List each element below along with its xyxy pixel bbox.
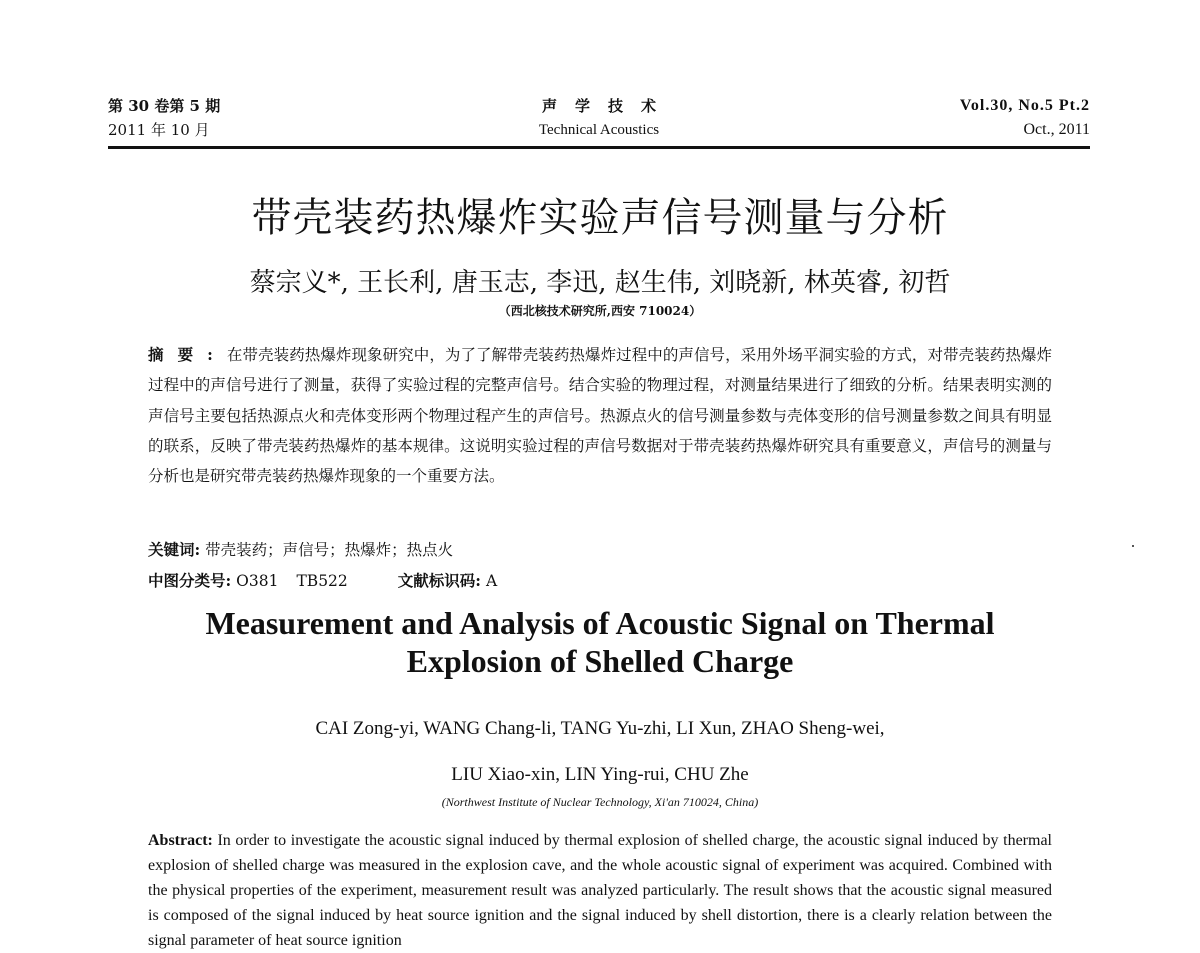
journal-name-en: Technical Acoustics <box>538 122 660 138</box>
title-en-line-2: Explosion of Shelled Charge <box>406 643 794 679</box>
title-en <box>0 604 1200 680</box>
header-rule <box>108 146 1090 149</box>
abstract-en <box>148 828 1052 953</box>
keywords-text: 带壳装药；声信号；热爆炸；热点火 <box>205 541 454 559</box>
authors-en-line-2: LIU Xiao-xin, LIN Ying-rui, CHU Zhe <box>451 764 749 785</box>
volume-line-en: Vol.30, No.5 Pt.2 <box>959 97 1090 114</box>
affiliation-en: (Northwest Institute of Nuclear Technology, Xi'an 710024, China) <box>441 795 759 809</box>
keywords-cn <box>148 538 453 562</box>
running-header <box>108 94 1090 144</box>
abstract-en-text: In order to investigate the acoustic signal induced by thermal explosion of shelled charge, the acoustic signal induced by thermal explosion of shelled charge was measured in the explosion cave, and the whole acoustic signal of experiment was acquired. Combined with the physical properties of the experiment, measurement result was analyzed particularly. The result shows that the acoustic signal measured is composed of the signal induced by heat source ignition and the signal induced by shell distortion, there is a clearly relation between the signal parameter of heat source ignition <box>148 832 1053 949</box>
title-cn: 带壳装药热爆炸实验声信号测量与分析 <box>251 195 949 241</box>
affiliation-cn: （西北核技术研究所,西安 710024） <box>498 304 702 318</box>
abstract-cn <box>148 340 1052 491</box>
abstract-cn-label: 摘要: <box>148 345 227 364</box>
abstract-cn-text: 在带壳装药热爆炸现象研究中，为了了解带壳装药热爆炸过程中的声信号，采用外场平洞实验的方式，对带壳装药热爆炸过程中的声信号进行了测量，获得了实验过程的完整声信号。结合实验的物理过程，对测量结果进行了细致的分析。结果表明实测的声信号主要包括热源点火和壳体变形两个物理过程产生的声信号。热源点火的信号测量参数与壳体变形的信号测量参数之间具有明显的联系，反映了带壳装药热爆炸的基本规律。这说明实验过程的声信号数据对于带壳装药热爆炸研究具有重要意义，声信号的测量与分析也是研究带壳装药热爆炸现象的一个重要方法。 <box>148 346 1052 486</box>
doc-code-label: 文献标识码: <box>397 571 482 590</box>
abstract-en-label: Abstract: <box>148 832 213 849</box>
journal-name <box>108 94 1090 142</box>
authors-en-line-1: CAI Zong-yi, WANG Chang-li, TANG Yu-zhi, LI Xun, ZHAO Sheng-wei, <box>315 718 885 739</box>
volume-line: 第 30 卷第 5 期 <box>108 97 221 115</box>
clc-value-2: TB522 <box>296 572 348 590</box>
journal-name-cn: 声学技术 <box>541 97 674 115</box>
classification-line <box>148 569 497 593</box>
clc-value-1: O381 <box>236 572 279 590</box>
volume-issue-en <box>960 94 1090 142</box>
title-en-line-1: Measurement and Analysis of Acoustic Signal on Thermal <box>205 605 995 641</box>
authors-en <box>0 706 1200 798</box>
date-line-en: Oct., 2011 <box>1023 121 1090 138</box>
scan-speck <box>1132 545 1134 547</box>
clc-label: 中图分类号: <box>148 571 232 590</box>
keywords-label: 关键词: <box>148 540 201 559</box>
doc-code-value: A <box>485 572 498 590</box>
date-line-cn: 2011 年 10 月 <box>108 121 210 139</box>
authors-cn: 蔡宗义*, 王长利, 唐玉志, 李迅, 赵生伟, 刘晓新, 林英睿, 初哲 <box>249 268 951 298</box>
